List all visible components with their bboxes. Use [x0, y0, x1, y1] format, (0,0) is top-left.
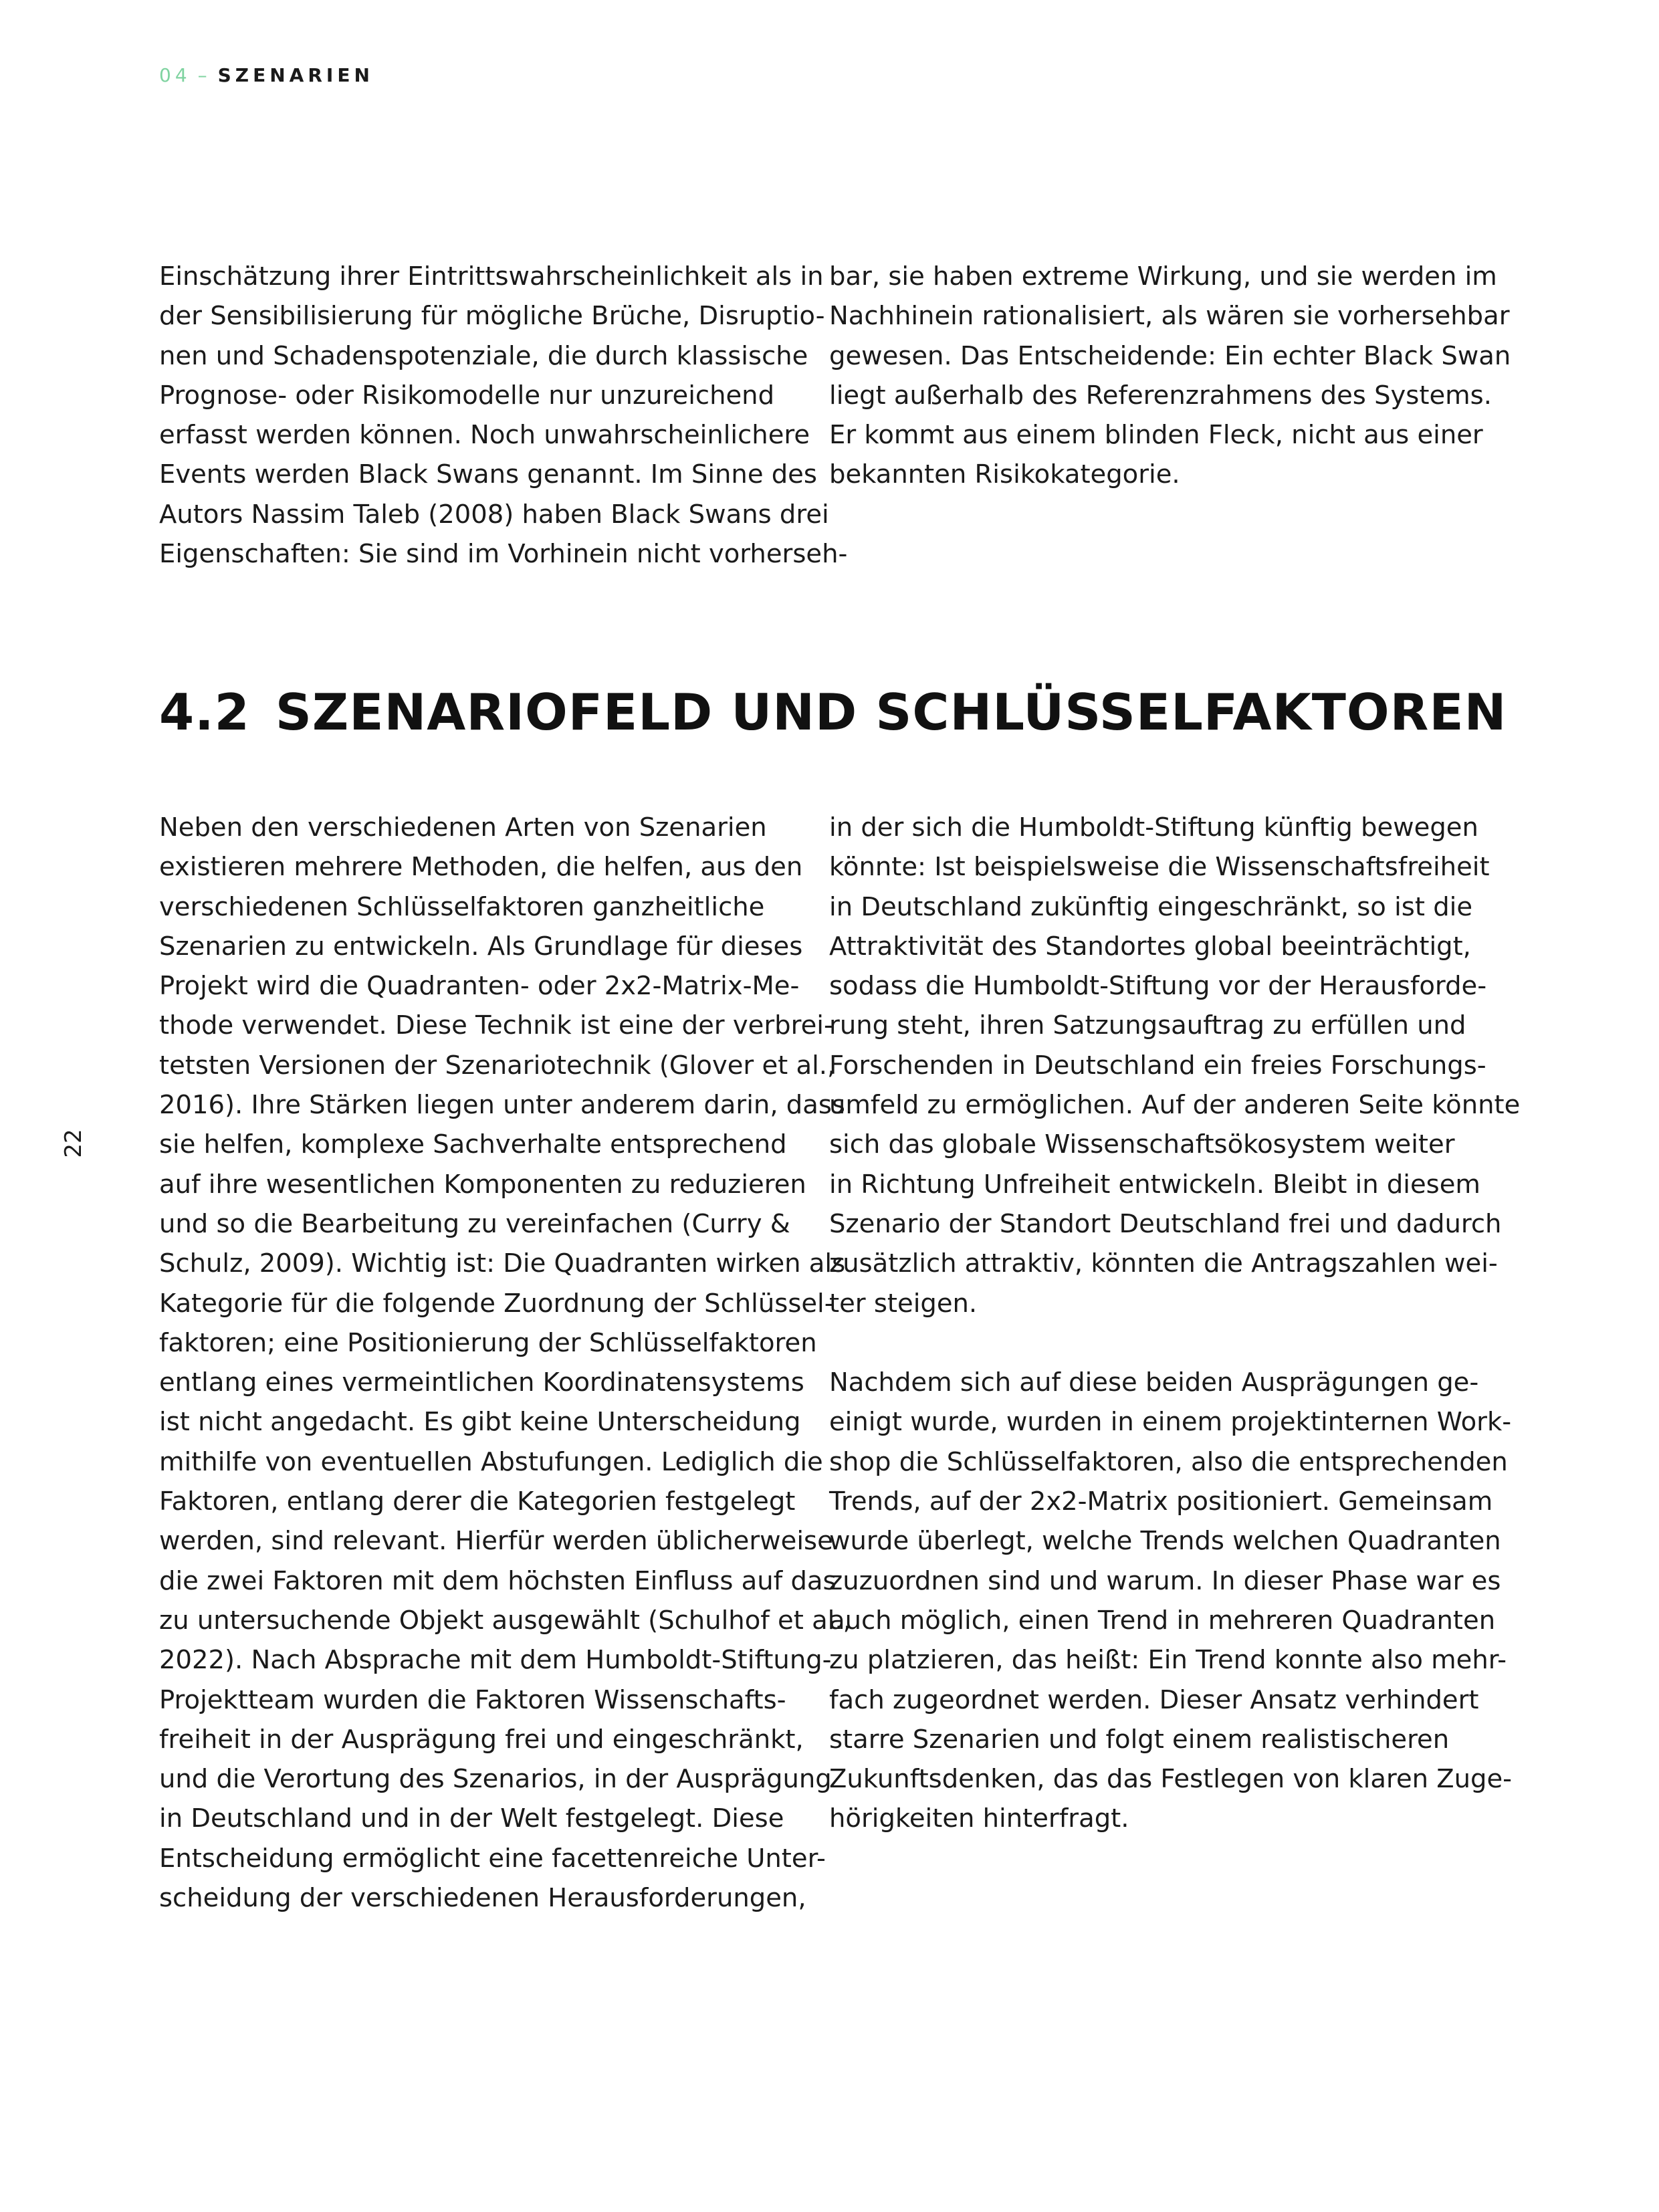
text-line: Attraktivität des Standortes global beeinträchtigt,	[829, 931, 1471, 962]
chapter-number: 04	[159, 64, 191, 86]
text-line: könnte: Ist beispielsweise die Wissenschaftsfreiheit	[829, 852, 1490, 883]
body-right-paragraph-2	[829, 1363, 1513, 1839]
text-line: in Deutschland zukünftig eingeschränkt, so ist die	[829, 891, 1473, 922]
text-line: Nachdem sich auf diese beiden Ausprägungen ge-	[829, 1367, 1479, 1398]
text-line: Kategorie für die folgende Zuordnung der Schlüssel-	[159, 1288, 834, 1319]
text-line: thode verwendet. Diese Technik ist eine der verbrei-	[159, 1010, 833, 1041]
text-line: Autors Nassim Taleb (2008) haben Black Swans drei	[159, 499, 829, 530]
text-line: Szenarien zu entwickeln. Als Grundlage für dieses	[159, 931, 803, 962]
text-line: werden, sind relevant. Hierfür werden üblicherweise	[159, 1526, 833, 1557]
text-line: mithilfe von eventuellen Abstufungen. Lediglich die	[159, 1446, 823, 1477]
text-line: Zukunftsdenken, das das Festlegen von klaren Zuge-	[829, 1764, 1513, 1795]
text-line: Einschätzung ihrer Eintrittswahrscheinlichkeit als in	[159, 261, 824, 292]
text-line: auch möglich, einen Trend in mehreren Quadranten	[829, 1605, 1496, 1636]
page-number: 22	[60, 1129, 87, 1158]
text-line: gewesen. Das Entscheidende: Ein echter Black Swan	[829, 340, 1511, 371]
text-line: bekannten Risikokategorie.	[829, 459, 1180, 490]
text-line: in der sich die Humboldt-Stiftung künftig bewegen	[829, 812, 1478, 843]
text-line: sodass die Humboldt-Stiftung vor der Herausforde-	[829, 971, 1487, 1002]
text-line: und so die Bearbeitung zu vereinfachen (Curry &	[159, 1208, 790, 1239]
text-line: ter steigen.	[829, 1288, 978, 1319]
text-line: Trends, auf der 2x2-Matrix positioniert. Gemeinsam	[829, 1486, 1493, 1517]
text-line: Schulz, 2009). Wichtig ist: Die Quadranten wirken als	[159, 1248, 846, 1279]
text-line: in Richtung Unfreiheit entwickeln. Bleibt in diesem	[829, 1169, 1480, 1200]
text-line: Forschenden in Deutschland ein freies Forschungs-	[829, 1050, 1486, 1081]
text-line: Eigenschaften: Sie sind im Vorhinein nicht vorherseh-	[159, 539, 848, 570]
text-line: Neben den verschiedenen Arten von Szenarien	[159, 812, 767, 843]
text-line: Entscheidung ermöglicht eine facettenreiche Unter-	[159, 1843, 826, 1874]
text-line: erfasst werden können. Noch unwahrscheinlichere	[159, 420, 810, 451]
text-line: shop die Schlüsselfaktoren, also die entsprechenden	[829, 1446, 1508, 1477]
text-line: einigt wurde, wurden in einem projektinternen Work-	[829, 1407, 1512, 1438]
section-number: 4.2	[159, 683, 250, 742]
text-line: auf ihre wesentlichen Komponenten zu reduzieren	[159, 1169, 806, 1200]
text-line: verschiedenen Schlüsselfaktoren ganzheitliche	[159, 891, 765, 922]
text-line: zusätzlich attraktiv, könnten die Antragszahlen wei-	[829, 1248, 1498, 1279]
text-line: starre Szenarien und folgt einem realistischeren	[829, 1724, 1450, 1755]
text-line: ist nicht angedacht. Es gibt keine Unterscheidung	[159, 1407, 801, 1438]
text-line: Prognose- oder Risikomodelle nur unzureichend	[159, 380, 775, 411]
text-line: Projekt wird die Quadranten- oder 2x2-Matrix-Me-	[159, 971, 800, 1002]
text-line: liegt außerhalb des Referenzrahmens des Systems.	[829, 380, 1492, 411]
text-line: hörigkeiten hinterfragt.	[829, 1803, 1129, 1834]
text-line: der Sensibilisierung für mögliche Brüche, Disruptio-	[159, 301, 825, 332]
text-line: fach zugeordnet werden. Dieser Ansatz verhindert	[829, 1684, 1479, 1715]
text-line: tetsten Versionen der Szenariotechnik (Glover et al.,	[159, 1050, 836, 1081]
text-line: Projektteam wurden die Faktoren Wissenschafts-	[159, 1684, 786, 1715]
text-line: scheidung der verschiedenen Herausforderungen,	[159, 1883, 806, 1914]
text-line: nen und Schadenspotenziale, die durch klassische	[159, 340, 808, 371]
text-line: bar, sie haben extreme Wirkung, und sie werden im	[829, 261, 1497, 292]
paragraph-spacer	[829, 1323, 1491, 1363]
text-line: faktoren; eine Positionierung der Schlüsselfaktoren	[159, 1327, 817, 1358]
text-line: freiheit in der Ausprägung frei und eingeschränkt,	[159, 1724, 804, 1755]
text-line: umfeld zu ermöglichen. Auf der anderen Seite könnte	[829, 1090, 1521, 1121]
text-line: rung steht, ihren Satzungsauftrag zu erfüllen und	[829, 1010, 1466, 1041]
section-heading	[159, 682, 1507, 742]
body-right-column	[829, 808, 1521, 1839]
text-line: in Deutschland und in der Welt festgelegt. Diese	[159, 1803, 784, 1834]
text-line: zu untersuchende Objekt ausgewählt (Schulhof et al.,	[159, 1605, 851, 1636]
intro-left-paragraph	[159, 257, 848, 574]
text-line: Nachhinein rationalisiert, als wären sie vorhersehbar	[829, 301, 1510, 332]
text-line: Er kommt aus einem blinden Fleck, nicht aus einer	[829, 420, 1483, 451]
text-line: sie helfen, komplexe Sachverhalte entsprechend	[159, 1129, 787, 1160]
text-line: zuzuordnen sind und warum. In dieser Phase war es	[829, 1565, 1501, 1596]
header-separator: –	[197, 64, 211, 86]
text-line: entlang eines vermeintlichen Koordinatensystems	[159, 1367, 804, 1398]
text-line: zu platzieren, das heißt: Ein Trend konnte also mehr-	[829, 1645, 1507, 1676]
text-line: die zwei Faktoren mit dem höchsten Einfluss auf das	[159, 1565, 837, 1596]
running-header	[159, 64, 374, 86]
text-line: Events werden Black Swans genannt. Im Sinne des	[159, 459, 817, 490]
section-title: SZENARIOFELD UND SCHLÜSSELFAKTOREN	[275, 683, 1507, 742]
text-line: sich das globale Wissenschaftsökosystem weiter	[829, 1129, 1455, 1160]
chapter-title: SZENARIEN	[217, 64, 374, 86]
text-line: 2016). Ihre Stärken liegen unter anderem darin, dass	[159, 1090, 845, 1121]
text-line: 2022). Nach Absprache mit dem Humboldt-Stiftung-	[159, 1645, 832, 1676]
text-line: existieren mehrere Methoden, die helfen, aus den	[159, 852, 803, 883]
body-right-paragraph-1	[829, 808, 1521, 1323]
body-left-paragraph	[159, 808, 851, 1918]
text-line: Faktoren, entlang derer die Kategorien festgelegt	[159, 1486, 796, 1517]
text-line: und die Verortung des Szenarios, in der Ausprägung	[159, 1764, 832, 1795]
intro-right-paragraph	[829, 257, 1511, 495]
text-line: wurde überlegt, welche Trends welchen Quadranten	[829, 1526, 1501, 1557]
text-line: Szenario der Standort Deutschland frei und dadurch	[829, 1208, 1502, 1239]
